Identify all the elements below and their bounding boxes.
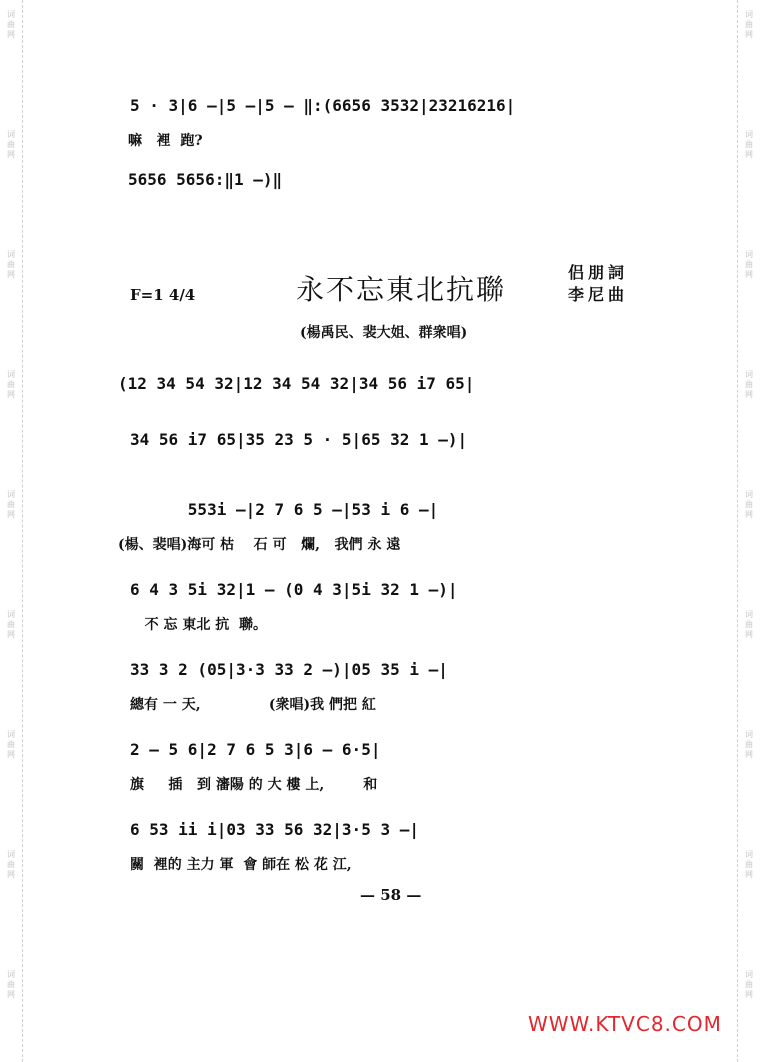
score-line-1: (12 34 54 32|12 34 54 32|34 56 i7 65| <box>118 374 475 393</box>
watermark: 词 曲 网 <box>745 970 753 999</box>
page-number: — 58 — <box>360 886 422 904</box>
lyric-line-6: 旗 插 到 瀋陽 的 大 樓 上, 和 <box>130 777 378 793</box>
score-line-5: 33 3 2 (05|3·3 33 2 —)|05 35 i —| <box>130 660 448 679</box>
lyricist-credit: 侣朋詞 <box>568 263 629 282</box>
watermark: 词 曲 网 <box>745 370 753 399</box>
watermark: 词 曲 网 <box>745 250 753 279</box>
watermark: 词 曲 网 <box>745 850 753 879</box>
lyric-line-7: 關 裡的 主力 軍 會 師在 松 花 江, <box>130 857 352 873</box>
watermark: 词 曲 网 <box>7 850 15 879</box>
score-line-top-1: 5 · 3|6 —|5 —|5 — ‖:(6656 3532|23216216| <box>130 96 516 115</box>
lyric-line-3: (楊、裴唱)海可 枯 石 可 爛, 我們 永 遠 <box>118 537 401 553</box>
lyric-line-5: 總有 一 天, (衆唱)我 們把 紅 <box>130 697 376 713</box>
performers: (楊禹民、裴大姐、群衆唱) <box>300 325 468 341</box>
watermark: 词 曲 网 <box>745 10 753 39</box>
score-line-4: 6 4 3 5i 32|1 — (0 4 3|5i 32 1 —)| <box>130 580 458 599</box>
site-watermark: WWW.KTVC8.COM <box>528 1012 722 1036</box>
watermark: 词 曲 网 <box>745 130 753 159</box>
score-line-3: 553i —|2 7 6 5 —|53 i 6 —| <box>130 500 439 519</box>
lyric-line-4: 不 忘 東北 抗 聯。 <box>130 617 267 633</box>
lyric-top-1: 嘛 裡 跑? <box>128 133 203 149</box>
watermark: 词 曲 网 <box>7 490 15 519</box>
watermark: 词 曲 网 <box>745 730 753 759</box>
watermark: 词 曲 网 <box>7 730 15 759</box>
watermark: 词 曲 网 <box>745 610 753 639</box>
watermark: 词 曲 网 <box>7 370 15 399</box>
composer-credit: 李尼曲 <box>568 285 629 304</box>
key-signature: F=1 4/4 <box>130 286 196 304</box>
watermark: 词 曲 网 <box>7 970 15 999</box>
watermark: 词 曲 网 <box>7 250 15 279</box>
right-watermark-strip <box>737 0 760 1062</box>
score-line-7: 6 53 ii i|03 33 56 32|3·5 3 —| <box>130 820 419 839</box>
watermark: 词 曲 网 <box>7 610 15 639</box>
watermark: 词 曲 网 <box>745 490 753 519</box>
watermark: 词 曲 网 <box>7 130 15 159</box>
score-line-2: 34 56 i7 65|35 23 5 · 5|65 32 1 —)| <box>130 430 468 449</box>
score-line-6: 2 — 5 6|2 7 6 5 3|6 — 6·5| <box>130 740 381 759</box>
watermark: 词 曲 网 <box>7 10 15 39</box>
left-watermark-strip <box>0 0 23 1062</box>
score-line-top-2: 5656 5656:‖1 —)‖ <box>128 170 283 189</box>
song-title: 永不忘東北抗聯 <box>296 273 507 306</box>
